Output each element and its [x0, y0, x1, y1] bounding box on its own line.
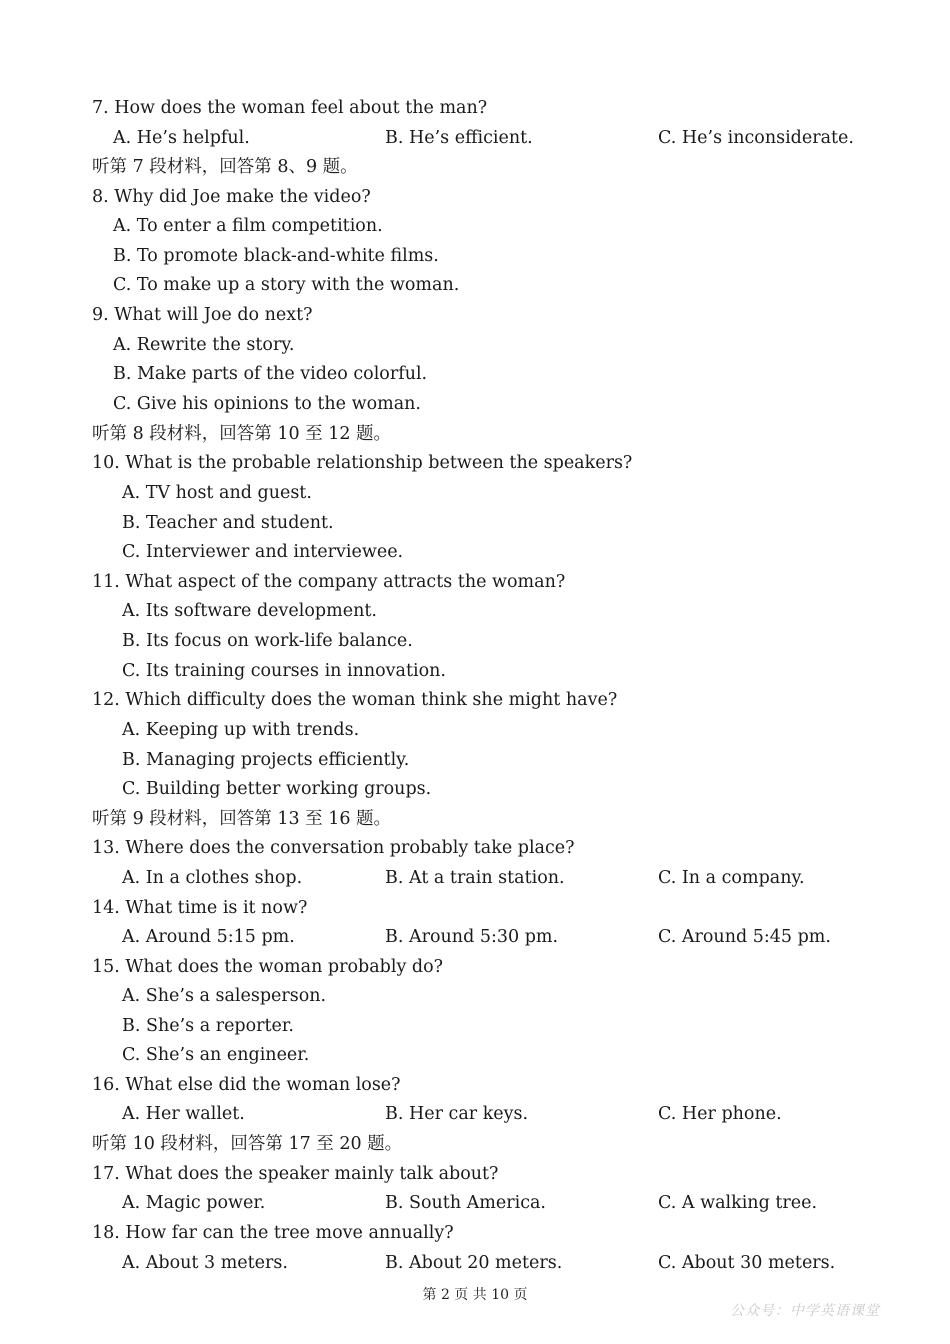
- answer-option: A. About 3 meters.: [122, 1253, 288, 1273]
- question: 8. Why did Joe make the video?: [92, 187, 371, 207]
- answer-option: A. TV host and guest.: [122, 483, 312, 503]
- answer-option: A. Magic power.: [122, 1193, 266, 1213]
- answer-option: A. He’s helpful.: [113, 128, 250, 148]
- answer-option: B. Its focus on work-life balance.: [122, 631, 413, 651]
- section-instruction: 听第 9 段材料，回答第 13 至 16 题。: [92, 809, 392, 829]
- answer-option: C. Around 5:45 pm.: [658, 927, 831, 947]
- question: 14. What time is it now?: [92, 898, 308, 918]
- section-instruction: 听第 7 段材料，回答第 8、9 题。: [92, 157, 358, 177]
- section-instruction: 听第 8 段材料，回答第 10 至 12 题。: [92, 424, 392, 444]
- question: 13. Where does the conversation probably take place?: [92, 838, 575, 858]
- answer-option: C. In a company.: [658, 868, 805, 888]
- answer-option: C. She’s an engineer.: [122, 1045, 310, 1065]
- answer-option: C. He’s inconsiderate.: [658, 128, 854, 148]
- answer-option: B. Make parts of the video colorful.: [113, 364, 428, 384]
- answer-option: C. Her phone.: [658, 1104, 782, 1124]
- answer-option: A. Around 5:15 pm.: [122, 927, 295, 947]
- answer-option: C. A walking tree.: [658, 1193, 818, 1213]
- answer-option: A. Rewrite the story.: [113, 335, 295, 355]
- question: 16. What else did the woman lose?: [92, 1075, 401, 1095]
- answer-option: C. About 30 meters.: [658, 1253, 836, 1273]
- answer-option: B. Her car keys.: [385, 1104, 529, 1124]
- answer-option: B. He’s efficient.: [385, 128, 533, 148]
- answer-option: A. She’s a salesperson.: [122, 986, 327, 1006]
- answer-option: A. Its software development.: [122, 601, 377, 621]
- answer-option: B. At a train station.: [385, 868, 565, 888]
- answer-option: B. She’s a reporter.: [122, 1016, 294, 1036]
- answer-option: C. Building better working groups.: [122, 779, 432, 799]
- answer-option: C. Interviewer and interviewee.: [122, 542, 404, 562]
- question: 15. What does the woman probably do?: [92, 957, 444, 977]
- question: 10. What is the probable relationship between the speakers?: [92, 453, 633, 473]
- answer-option: A. To enter a film competition.: [113, 216, 383, 236]
- watermark: 公众号：中学英语课堂: [730, 1303, 880, 1319]
- answer-option: C. To make up a story with the woman.: [113, 275, 460, 295]
- page-footer: 第 2 页 共 10 页: [422, 1287, 528, 1303]
- answer-option: B. South America.: [385, 1193, 546, 1213]
- answer-option: B. To promote black-and-white films.: [113, 246, 439, 266]
- question: 12. Which difficulty does the woman think she might have?: [92, 690, 618, 710]
- answer-option: A. Keeping up with trends.: [122, 720, 360, 740]
- answer-option: B. Around 5:30 pm.: [385, 927, 559, 947]
- question: 7. How does the woman feel about the man?: [92, 98, 488, 118]
- answer-option: A. In a clothes shop.: [122, 868, 303, 888]
- question: 18. How far can the tree move annually?: [92, 1223, 454, 1243]
- section-instruction: 听第 10 段材料，回答第 17 至 20 题。: [92, 1134, 403, 1154]
- question: 11. What aspect of the company attracts the woman?: [92, 572, 566, 592]
- answer-option: C. Give his opinions to the woman.: [113, 394, 421, 414]
- question: 9. What will Joe do next?: [92, 305, 313, 325]
- answer-option: A. Her wallet.: [122, 1104, 245, 1124]
- answer-option: C. Its training courses in innovation.: [122, 661, 446, 681]
- answer-option: B. Teacher and student.: [122, 513, 334, 533]
- answer-option: B. About 20 meters.: [385, 1253, 563, 1273]
- answer-option: B. Managing projects efficiently.: [122, 750, 410, 770]
- question: 17. What does the speaker mainly talk about?: [92, 1164, 499, 1184]
